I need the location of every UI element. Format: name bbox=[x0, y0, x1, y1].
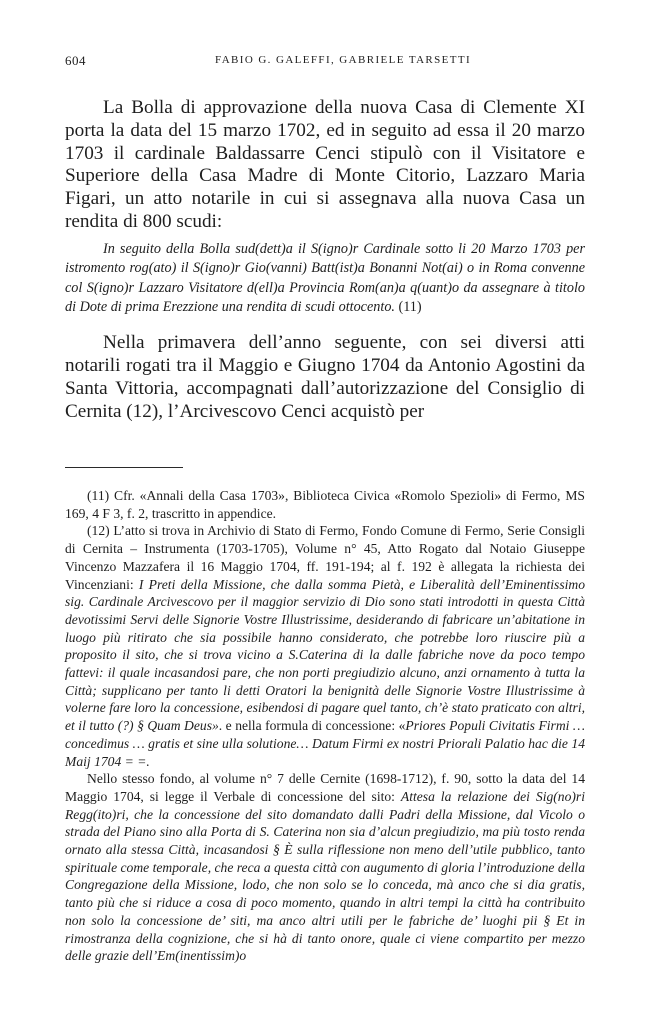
paragraph-1: La Bolla di approvazione della nuova Casa di Clemente XI porta la data del 15 marzo 1702, ed in seguito ad essa il 20 marzo 1703 il cardinale Baldassarre Cenci stipulò con il Visitatore e Superiore della Casa Madre di Monte Citorio, Lazzaro Maria Figari, un atto notarile in cui si assegnava alla nuova Casa un rendita di 800 scudi: bbox=[65, 97, 585, 232]
paragraph-2: Nella primavera dell’anno seguente, con sei diversi atti notarili rogati tra il Maggio e Giugno 1704 da Antonio Agostini da Santa Vittoria, accompagnati dall’autorizzazione del Consiglio di Cernita (12), l’Arcivescovo Cenci acquistò per bbox=[65, 332, 585, 422]
footnote-12-intro: (12) L’atto si trova in Archivio di Stato di Fermo, Fondo Comune di Fermo, Serie Consigli di Cernita – Instrumenta (1703-1705), Volume n° 45, Atto Rogato dal Notaio Giuseppe Vincenzo Mazzafera il 16 Maggio 1704, ff. 191-194; al f. 192 è allegata la richiesta dei Vincenziani: bbox=[65, 523, 585, 592]
quote-text: In seguito della Bolla sud(dett)a il S(igno)r Cardinale sotto li 20 Marzo 1703 per istromento rog(ato) il S(igno)r Gio(vanni) Batt(ist)a Bonanni Not(ai) o in Roma convenne col S(igno)r Lazzaro Visitatore d(ell)a Provincia Rom(an)a q(uant)o da assegnare à titolo di Dote di prima Erezzione una rendita di scudi ottocento. bbox=[65, 240, 585, 315]
footnote-12 bbox=[65, 522, 585, 770]
footnote-12-cont-quote: Attesa la relazione dei Sig(no)ri Regg(ito)ri, che la concessione del sito domandato dalli Padri della Missione, dal Vicolo o strada del Piano sino alla Porta di S. Caterina non sia d’alcun pregiudizio, ma più tosto renda ornato alla stessa Città, incasandosi § È sulla riflessione non meno dell’utile pubblico, tanto spirituale come temporale, che reca a questa città con augumento di gloria l’introduzione della Congregazione della Missione, lodo, che non solo se lo conceda, mà anco che si dia gratis, tanto più che si riduce a cosa di poco momento, quando in altri tempi la città ha contribuito non solo la concessione de’ siti, ma anco altri utili per le fabriche de’ luoghi pii § Et in rimostranza della cognizione, che si hà di tanto onore, quale ci viene compartito per mezzo delle grazie dell’Em(inentissim)o bbox=[65, 788, 586, 964]
footnote-12-quote: I Preti della Missione, che dalla somma Pietà, e Liberalità dell’Eminentissimo sig. Cardinale Arcivescovo per il maggior servizio di Dio sono stati introdotti in questa Città devotissimi Servi delle Signorie Vostre Illustrissime, desiderando di fabricare un’abitatione in luogo più ritirato che sia possibile hanno considerato, che potrebbe loro riuscire più a proposito il sito, che si trova vicino a S.Caterina di la dalle fabriche nove da poco tempo fattevi: il quale incasandosi pare, che non porti pregiudizio alcuno, anzi ornamento à tutta la Città; supplicano per tanto li detti Oratori la benignità delle Signorie Vostre Illustrissime à volerne fare loro la concessione, esibendosi di pagare quel tanto, ch’è stato praticato con altri, et il tutto (?) § Quam Deus» bbox=[65, 576, 586, 734]
block-quote bbox=[65, 240, 585, 318]
footnote-rule bbox=[65, 467, 183, 468]
running-head: FABIO G. GALEFFI, GABRIELE TARSETTI bbox=[215, 54, 472, 66]
footnote-12-continued bbox=[65, 770, 585, 965]
footnotes bbox=[65, 467, 585, 965]
main-text bbox=[65, 97, 585, 424]
footnote-12-latin: Priores Populi Civitatis Firmi … concedimus … gratis et sine ulla solutione… Datum Firmi ex nostri Priorali Palatio hac die 14 Maij 1704 = =. bbox=[65, 718, 585, 769]
footnote-11: (11) Cfr. «Annali della Casa 1703», Biblioteca Civica «Romolo Spezioli» di Fermo, MS 169, 4 F 3, f. 2, trascritto in appendice. bbox=[65, 488, 585, 521]
footnote-12-cont-intro: Nello stesso fondo, al volume n° 7 delle Cernite (1698-1712), f. 90, sotto la data del 14 Maggio 1704, si legge il Verbale di concessione del sito: bbox=[65, 771, 585, 804]
footnote-12-connector: . e nella formula di concessione: « bbox=[218, 718, 406, 734]
page-number: 604 bbox=[65, 53, 86, 68]
page-header bbox=[65, 53, 585, 73]
footnote-ref-11: (11) bbox=[398, 299, 422, 315]
